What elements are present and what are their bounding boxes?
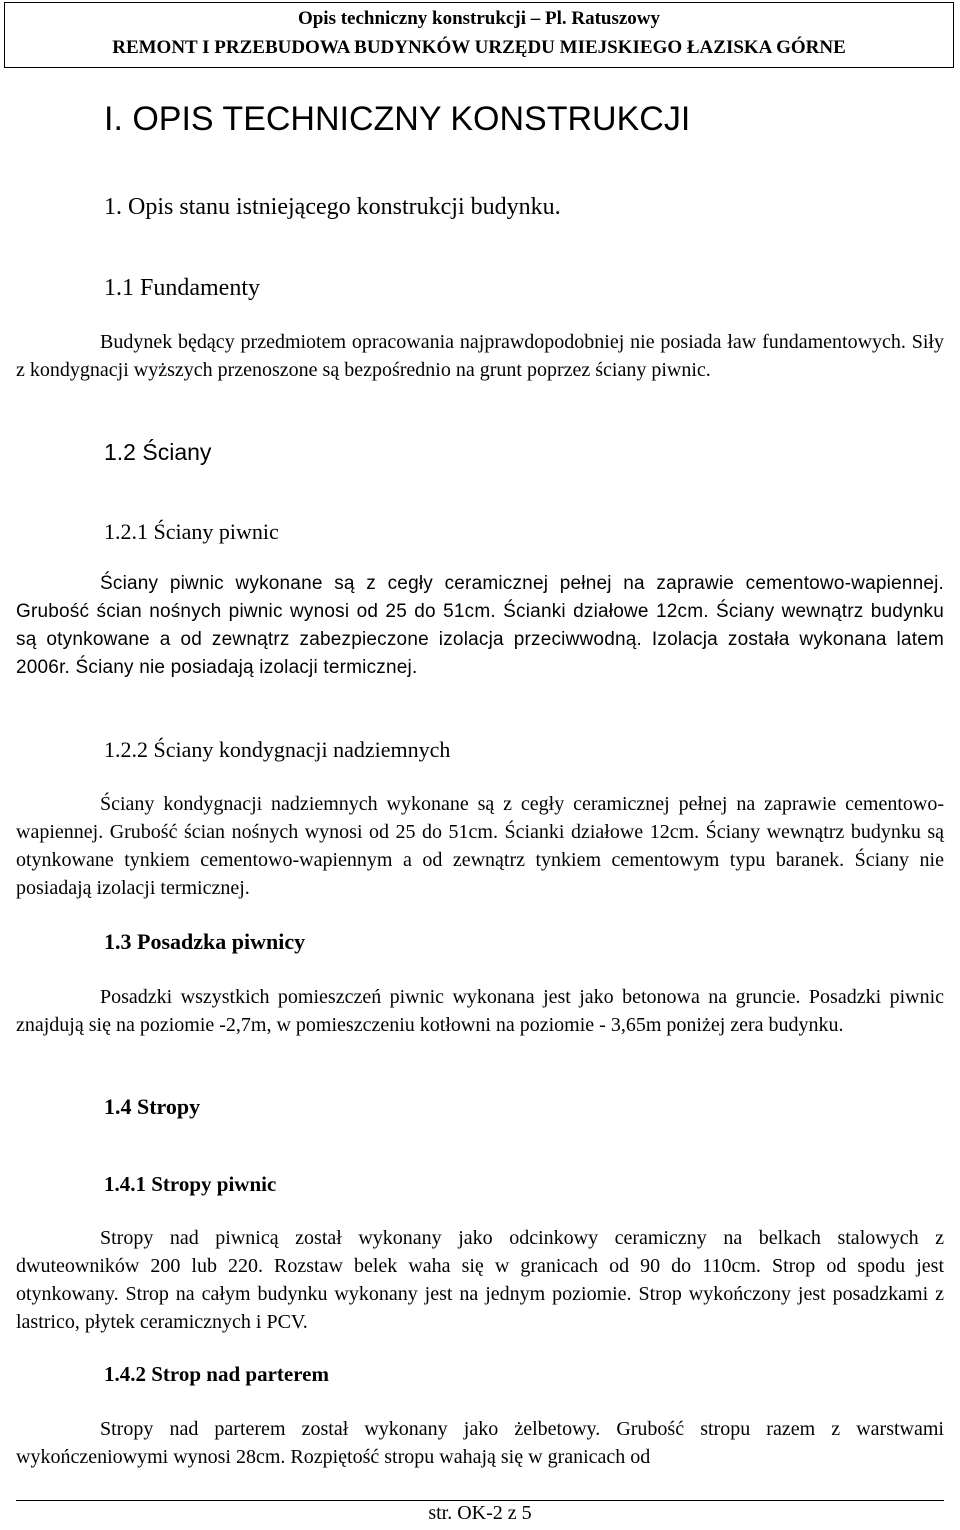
footer-divider	[16, 1500, 944, 1501]
section-heading-1-1: 1.1 Fundamenty	[104, 275, 260, 301]
page-number: str. OK-2 z 5	[428, 1502, 532, 1524]
section-heading-1-2-1: 1.2.1 Ściany piwnic	[104, 519, 279, 544]
section-heading-1-4-2: 1.4.2 Strop nad parterem	[104, 1362, 329, 1386]
section-heading-1-2: 1.2 Ściany	[104, 439, 212, 465]
paragraph-sciany-nadziemne: Ściany kondygnacji nadziemnych wykonane są z cegły ceramicznej pełnej na zaprawie cementowo-wapiennej. Grubość ścian nośnych wynosi od 25 do 51cm. Ścianki działowe 12cm. Ściany wewnątrz budynku są otynkowane tynkiem cementowo-wapiennym a od zewnątrz tynkiem cementowym typu baranek. Ściany nie posiadają izolacji termicznej.	[16, 793, 944, 899]
paragraph-stropy-piwnic: Stropy nad piwnicą został wykonany jako odcinkowy ceramiczny na belkach stalowych z dwuteowników 200 lub 220. Rozstaw belek waha się w granicach od 90 do 110cm. Strop od spodu jest otynkowany. Strop na całym budynku wykonany jest na jednym poziomie. Strop wykończony jest posadzkami z lastrico, płytek ceramicznych i PCV.	[16, 1227, 944, 1333]
section-heading-1-4-1: 1.4.1 Stropy piwnic	[104, 1172, 277, 1196]
section-heading-1-3: 1.3 Posadzka piwnicy	[104, 929, 306, 954]
paragraph-posadzka: Posadzki wszystkich pomieszczeń piwnic wykonana jest jako betonowa na gruncie. Posadzki piwnic znajdują się na poziomie -2,7m, w pomieszczeniu kotłowni na poziomie - 3,65m poniżej zera budynku.	[16, 986, 944, 1036]
section-heading-1-2-2: 1.2.2 Ściany kondygnacji nadziemnych	[104, 737, 451, 762]
paragraph-sciany-piwnic: Ściany piwnic wykonane są z cegły ceramicznej pełnej na zaprawie cementowo-wapiennej. Grubość ścian nośnych piwnic wynosi od 25 do 51cm. Ścianki działowe 12cm. Ściany wewnątrz budynku są otynkowane a od zewnątrz zabezpieczone izolacja przeciwwodną. Izolacja została wykonana latem 2006r. Ściany nie posiadają izolacji termicznej.	[16, 573, 944, 678]
page-title: I. OPIS TECHNICZNY KONSTRUKCJI	[104, 100, 691, 138]
paragraph-strop-parter: Stropy nad parterem został wykonany jako żelbetowy. Grubość stropu razem z warstwami wykończeniowymi wynosi 28cm. Rozpiętość stropu wahają się w granicach od	[16, 1418, 944, 1468]
section-heading-1: 1. Opis stanu istniejącego konstrukcji budynku.	[104, 194, 561, 220]
header-document-title: Opis techniczny konstrukcji – Pl. Ratuszowy	[297, 8, 661, 29]
section-heading-1-4: 1.4 Stropy	[104, 1094, 201, 1119]
header-project-title: REMONT I PRZEBUDOWA BUDYNKÓW URZĘDU MIEJSKIEGO ŁAZISKA GÓRNE	[112, 37, 846, 58]
paragraph-fundamenty: Budynek będący przedmiotem opracowania najprawdopodobniej nie posiada ław fundamentowych. Siły z kondygnacji wyższych przenoszone są bezpośrednio na grunt poprzez ściany piwnic.	[16, 331, 944, 381]
page-header	[4, 2, 954, 68]
